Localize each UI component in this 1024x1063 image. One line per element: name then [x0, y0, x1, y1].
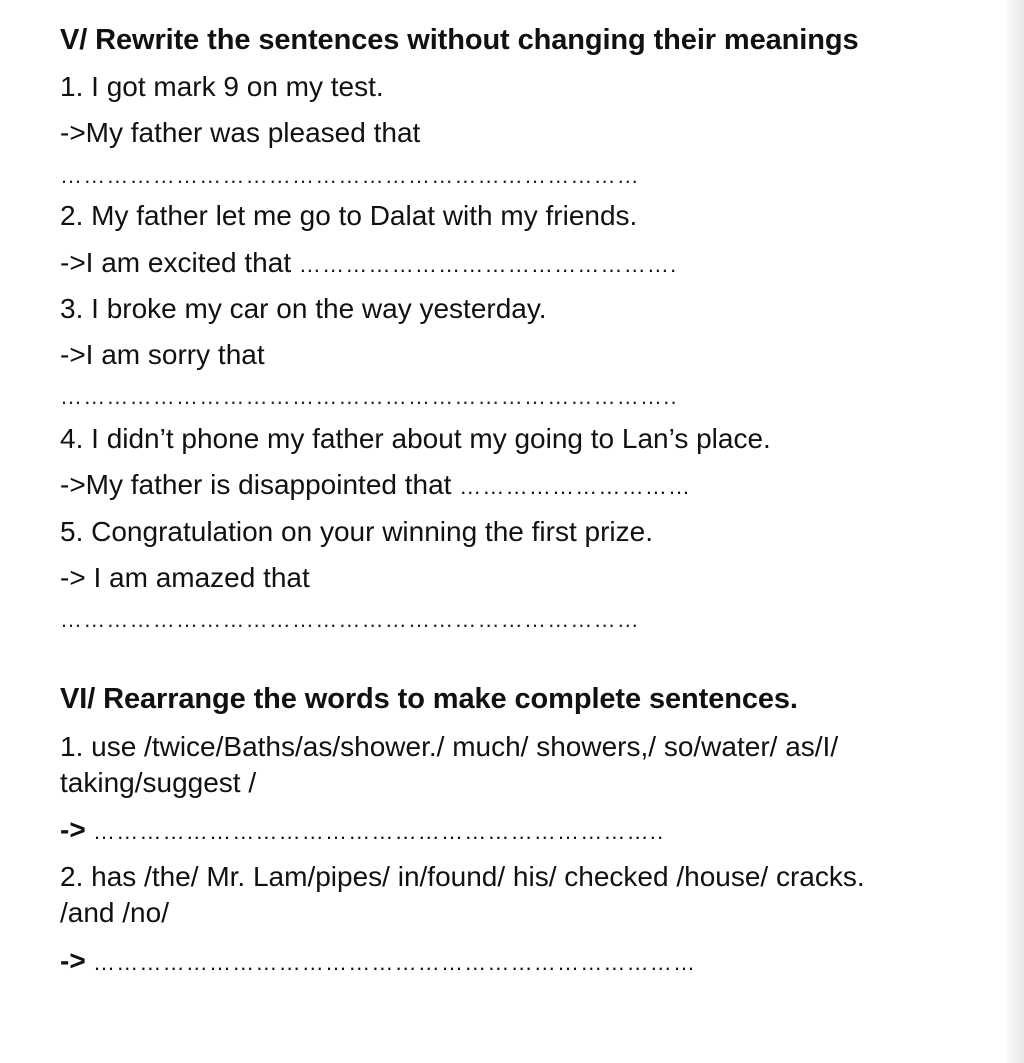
section-5-question-3: 3. I broke my car on the way yesterday.: [60, 293, 547, 324]
arrow-2: ->: [60, 945, 86, 976]
section-5-question-5: 5. Congratulation on your winning the first prize.: [60, 516, 653, 547]
section-5-question-2: 2. My father let me go to Dalat with my friends.: [60, 200, 638, 231]
answer-blank-5-1[interactable]: …………………………………………………………………: [60, 163, 640, 188]
section-6-item-1-line-1: 1. use /twice/Baths/as/shower./ much/ showers,/ so/water/ as/I/: [60, 731, 839, 762]
section-5-prompt-2: ->I am excited that: [60, 247, 299, 278]
answer-blank-5-4[interactable]: …………………………: [459, 474, 692, 499]
section-5-prompt-1: ->My father was pleased that: [60, 117, 421, 148]
section-5-prompt-3: ->I am sorry that: [60, 339, 265, 370]
section-6-heading: VI/ Rearrange the words to make complete sentences.: [60, 683, 798, 715]
section-5-prompt-2-line: [60, 245, 677, 283]
section-5-prompt-4: ->My father is disappointed that: [60, 469, 460, 500]
section-6-item-2-line-1: 2. has /the/ Mr. Lam/pipes/ in/found/ his/ checked /house/ cracks.: [60, 861, 865, 892]
answer-blank-6-2[interactable]: ……………………………………………………………………: [85, 950, 697, 975]
section-5-prompt-4-line: [60, 467, 691, 505]
answer-blank-5-3[interactable]: ……………………………………………………………………..: [60, 384, 678, 409]
answer-blank-6-1[interactable]: ………………………………………………………………..: [85, 819, 665, 844]
section-6-answer-1-line: [60, 812, 664, 850]
answer-blank-5-2[interactable]: ………………………………………….: [298, 252, 678, 277]
section-5-heading: V/ Rewrite the sentences without changing their meanings: [60, 24, 859, 56]
answer-blank-5-5[interactable]: …………………………………………………………………: [60, 607, 640, 632]
arrow-1: ->: [60, 814, 86, 845]
section-5-question-1: 1. I got mark 9 on my test.: [60, 71, 384, 102]
section-5-prompt-5: -> I am amazed that: [60, 562, 310, 593]
section-5-question-4: 4. I didn’t phone my father about my going to Lan’s place.: [60, 423, 771, 454]
worksheet-page: [60, 0, 1000, 1063]
section-6-item-2-line-2: /and /no/: [60, 897, 169, 928]
section-6-answer-2-line: [60, 943, 696, 981]
section-6-item-1-line-2: taking/suggest /: [60, 767, 257, 798]
page-edge-shadow: [1004, 0, 1024, 1063]
